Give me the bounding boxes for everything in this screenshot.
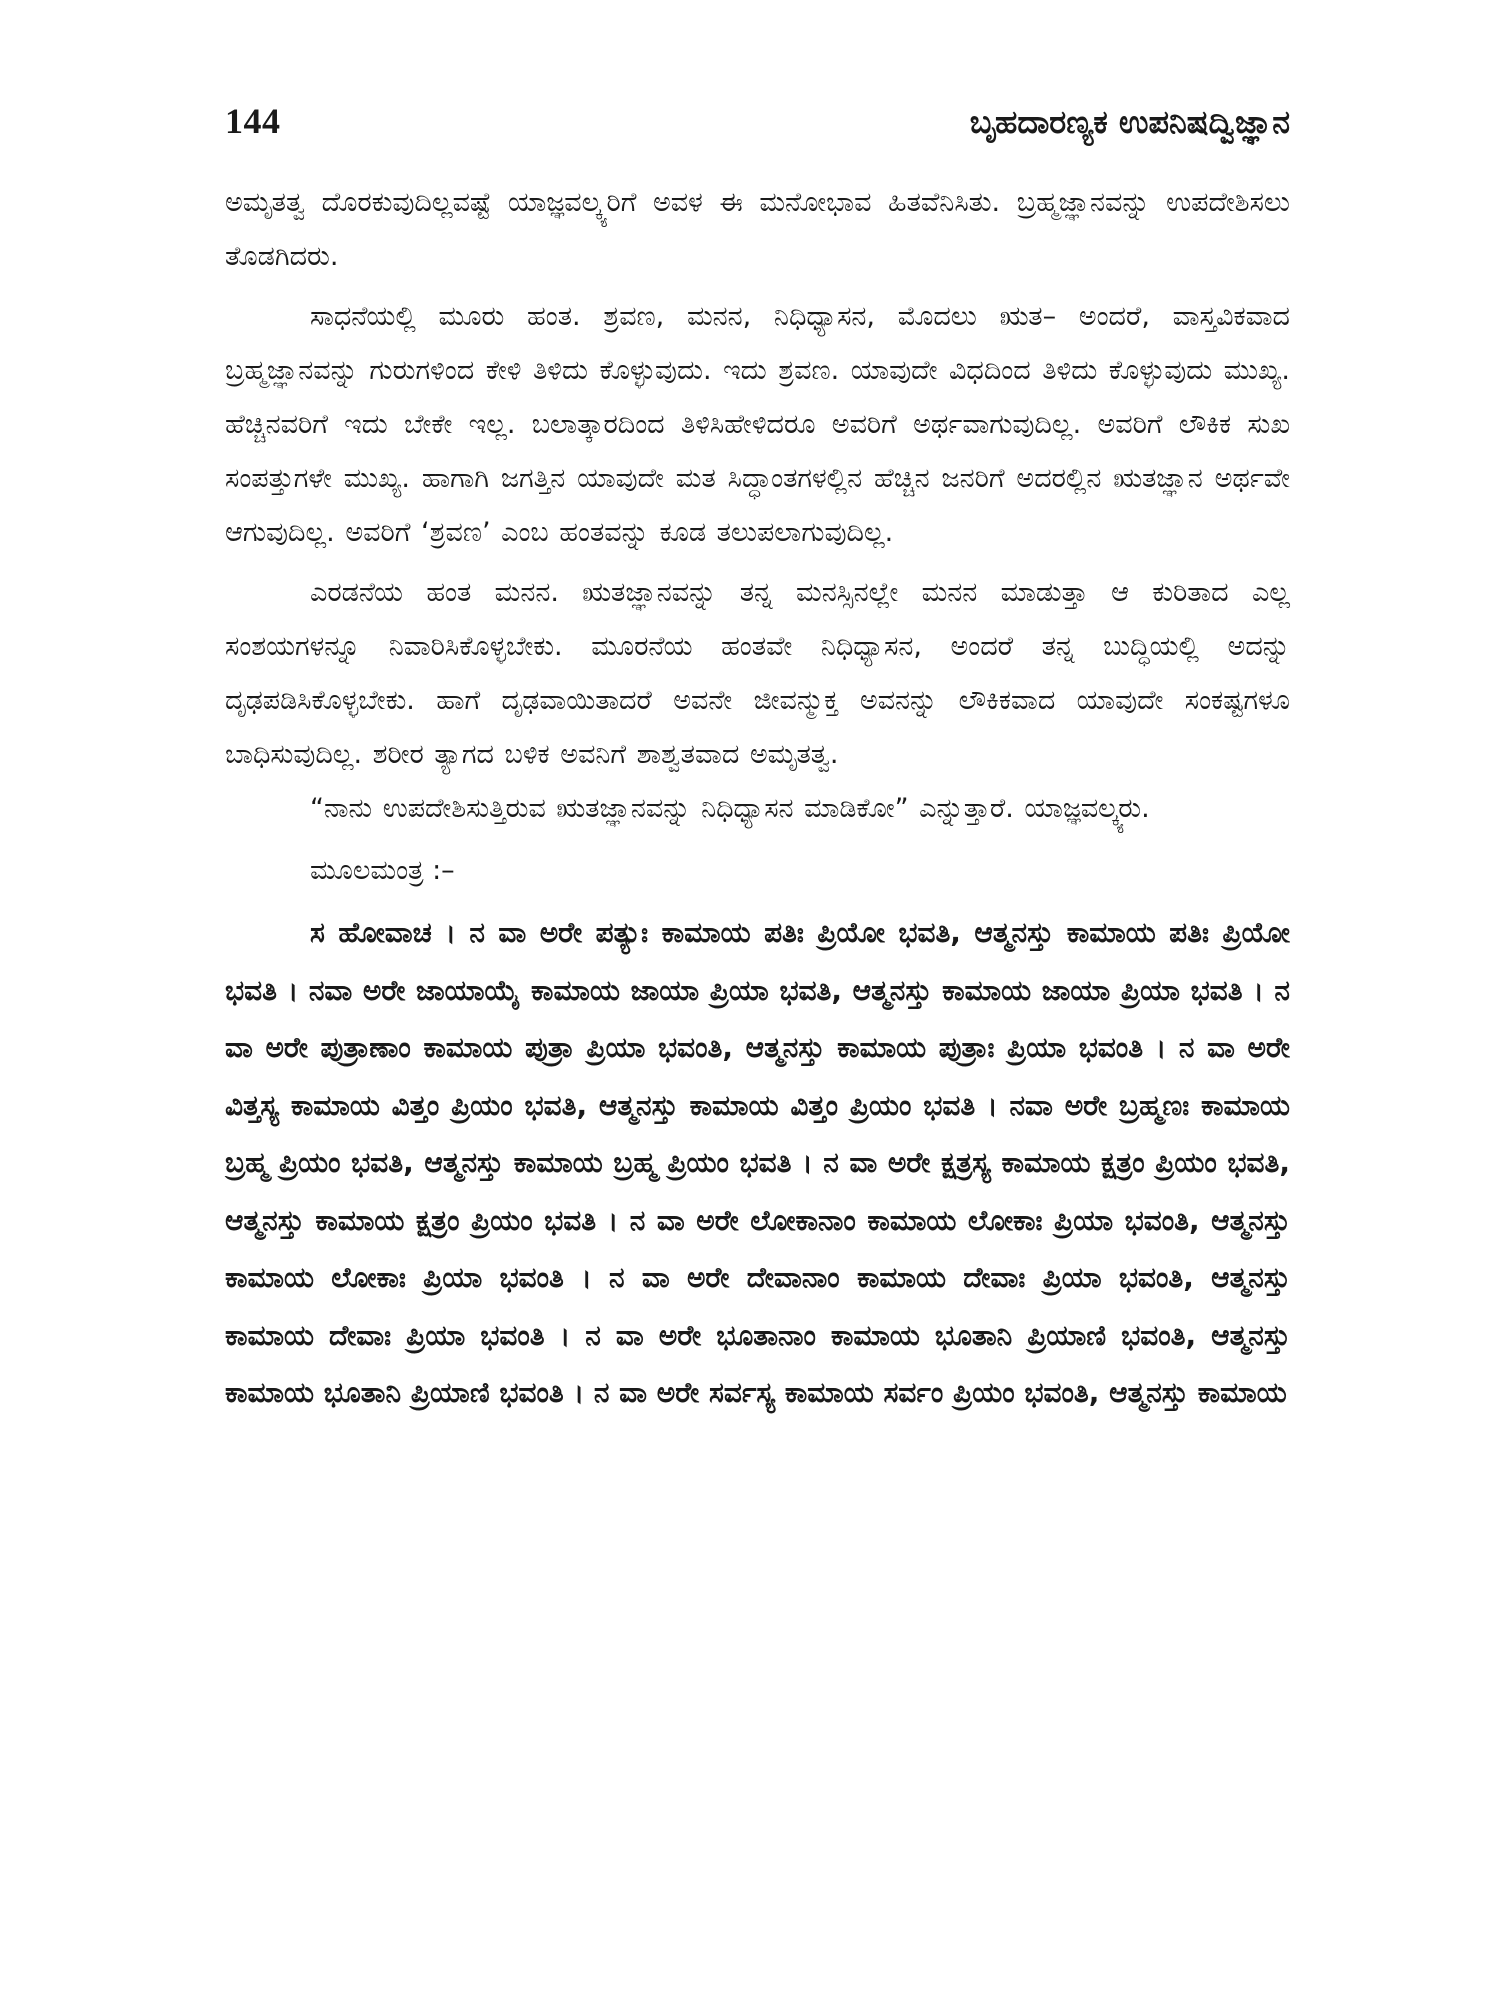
page-number: 144 bbox=[225, 101, 281, 141]
section-heading-mulamantra: ಮೂಲಮಂತ್ರ :– bbox=[310, 855, 455, 886]
running-title: ಬೃಹದಾರಣ್ಯಕ ಉಪನಿಷದ್ವಿಜ್ಞಾನ bbox=[969, 103, 1290, 141]
mantra-verse: ಸ ಹೋವಾಚ । ನ ವಾ ಅರೇ ಪತ್ಯುಃ ಕಾಮಾಯ ಪತಿಃ ಪ್ರಿಯೋ ಭವತಿ, ಆತ್ಮನಸ್ತು ಕಾಮಾಯ ಪತಿಃ ಪ್ರಿಯೋ ಭವತಿ । ನವಾ ಅರೇ ಜಾಯಾಯೈ ಕಾಮಾಯ ಜಾಯಾ ಪ್ರಿಯಾ ಭವತಿ, ಆತ್ಮನಸ್ತು ಕಾಮಾಯ ಜಾಯಾ ಪ್ರಿಯಾ ಭವತಿ । ನ ವಾ ಅರೇ ಪುತ್ರಾಣಾಂ ಕಾಮಾಯ ಪುತ್ರಾ ಪ್ರಿಯಾ ಭವಂತಿ, ಆತ್ಮನಸ್ತು ಕಾಮಾಯ ಪುತ್ರಾಃ ಪ್ರಿಯಾ ಭವಂತಿ । ನ ವಾ ಅರೇ ವಿತ್ತಸ್ಯ ಕಾಮಾಯ ವಿತ್ತಂ ಪ್ರಿಯಂ ಭವತಿ, ಆತ್ಮನಸ್ತು ಕಾಮಾಯ ವಿತ್ತಂ ಪ್ರಿಯಂ ಭವತಿ । ನವಾ ಅರೇ ಬ್ರಹ್ಮಣಃ ಕಾಮಾಯ ಬ್ರಹ್ಮ ಪ್ರಿಯಂ ಭವತಿ, ಆತ್ಮನಸ್ತು ಕಾಮಾಯ ಬ್ರಹ್ಮ ಪ್ರಿಯಂ ಭವತಿ । ನ ವಾ ಅರೇ ಕ್ಷತ್ರಸ್ಯ ಕಾಮಾಯ ಕ್ಷತ್ರಂ ಪ್ರಿಯಂ ಭವತಿ, ಆತ್ಮನಸ್ತು ಕಾಮಾಯ ಕ್ಷತ್ರಂ ಪ್ರಿಯಂ ಭವತಿ । ನ ವಾ ಅರೇ ಲೋಕಾನಾಂ ಕಾಮಾಯ ಲೋಕಾಃ ಪ್ರಿಯಾ ಭವಂತಿ, ಆತ್ಮನಸ್ತು ಕಾಮಾಯ ಲೋಕಾಃ ಪ್ರಿಯಾ ಭವಂತಿ । ನ ವಾ ಅರೇ ದೇವಾನಾಂ ಕಾಮಾಯ ದೇವಾಃ ಪ್ರಿಯಾ ಭವಂತಿ, ಆತ್ಮನಸ್ತು ಕಾಮಾಯ ದೇವಾಃ ಪ್ರಿಯಾ ಭವಂತಿ । ನ ವಾ ಅರೇ ಭೂತಾನಾಂ ಕಾಮಾಯ ಭೂತಾನಿ ಪ್ರಿಯಾಣಿ ಭವಂತಿ, ಆತ್ಮನಸ್ತು ಕಾಮಾಯ ಭೂತಾನಿ ಪ್ರಿಯಾಣಿ ಭವಂತಿ । ನ ವಾ ಅರೇ ಸರ್ವಸ್ಯ ಕಾಮಾಯ ಸರ್ವಂ ಪ್ರಿಯಂ ಭವಂತಿ, ಆತ್ಮನಸ್ತು ಕಾಮಾಯ bbox=[225, 916, 1290, 1409]
paragraph-4: “ನಾನು ಉಪದೇಶಿಸುತ್ತಿರುವ ಋತಜ್ಞಾನವನ್ನು ನಿಧಿಧ್ಯಾಸನ ಮಾಡಿಕೋ” ಎನ್ನುತ್ತಾರೆ. ಯಾಜ್ಞವಲ್ಕ್ಯರು. bbox=[310, 793, 1150, 824]
page-body bbox=[225, 176, 1290, 1422]
page-header bbox=[225, 100, 1290, 160]
paragraph-2: ಸಾಧನೆಯಲ್ಲಿ ಮೂರು ಹಂತ. ಶ್ರವಣ, ಮನನ, ನಿಧಿಧ್ಯಾಸನ, ಮೊದಲು ಋತ– ಅಂದರೆ, ವಾಸ್ತವಿಕವಾದ ಬ್ರಹ್ಮಜ್ಞಾನವನ್ನು ಗುರುಗಳಿಂದ ಕೇಳಿ ತಿಳಿದು ಕೊಳ್ಳುವುದು. ಇದು ಶ್ರವಣ. ಯಾವುದೇ ವಿಧದಿಂದ ತಿಳಿದು ಕೊಳ್ಳುವುದು ಮುಖ್ಯ. ಹೆಚ್ಚಿನವರಿಗೆ ಇದು ಬೇಕೇ ಇಲ್ಲ. ಬಲಾತ್ಕಾರದಿಂದ ತಿಳಿಸಿಹೇಳಿದರೂ ಅವರಿಗೆ ಅರ್ಥವಾಗುವುದಿಲ್ಲ. ಅವರಿಗೆ ಲೌಕಿಕ ಸುಖ ಸಂಪತ್ತುಗಳೇ ಮುಖ್ಯ. ಹಾಗಾಗಿ ಜಗತ್ತಿನ ಯಾವುದೇ ಮತ ಸಿದ್ಧಾಂತಗಳಲ್ಲಿನ ಹೆಚ್ಚಿನ ಜನರಿಗೆ ಅದರಲ್ಲಿನ ಋತಜ್ಞಾನ ಅರ್ಥವೇ ಆಗುವುದಿಲ್ಲ. ಅವರಿಗೆ ‘ಶ್ರವಣ’ ಎಂಬ ಹಂತವನ್ನು ಕೂಡ ತಲುಪಲಾಗುವುದಿಲ್ಲ. bbox=[225, 301, 1290, 548]
paragraph-3: ಎರಡನೆಯ ಹಂತ ಮನನ. ಋತಜ್ಞಾನವನ್ನು ತನ್ನ ಮನಸ್ಸಿನಲ್ಲೇ ಮನನ ಮಾಡುತ್ತಾ ಆ ಕುರಿತಾದ ಎಲ್ಲ ಸಂಶಯಗಳನ್ನೂ ನಿವಾರಿಸಿಕೊಳ್ಳಬೇಕು. ಮೂರನೆಯ ಹಂತವೇ ನಿಧಿಧ್ಯಾಸನ, ಅಂದರೆ ತನ್ನ ಬುದ್ಧಿಯಲ್ಲಿ ಅದನ್ನು ದೃಢಪಡಿಸಿಕೊಳ್ಳಬೇಕು. ಹಾಗೆ ದೃಢವಾಯಿತಾದರೆ ಅವನೇ ಜೀವನ್ಮುಕ್ತ ಅವನನ್ನು ಲೌಕಿಕವಾದ ಯಾವುದೇ ಸಂಕಷ್ಟಗಳೂ ಬಾಧಿಸುವುದಿಲ್ಲ. ಶರೀರ ತ್ಯಾಗದ ಬಳಿಕ ಅವನಿಗೆ ಶಾಶ್ವತವಾದ ಅಮೃತತ್ವ. bbox=[225, 577, 1290, 770]
paragraph-1: ಅಮೃತತ್ವ ದೊರಕುವುದಿಲ್ಲವಷ್ಟೆ ಯಾಜ್ಞವಲ್ಕ್ಯರಿಗೆ ಅವಳ ಈ ಮನೋಭಾವ ಹಿತವೆನಿಸಿತು. ಬ್ರಹ್ಮಜ್ಞಾನವನ್ನು ಉಪದೇಶಿಸಲು ತೊಡಗಿದರು. bbox=[225, 187, 1290, 272]
